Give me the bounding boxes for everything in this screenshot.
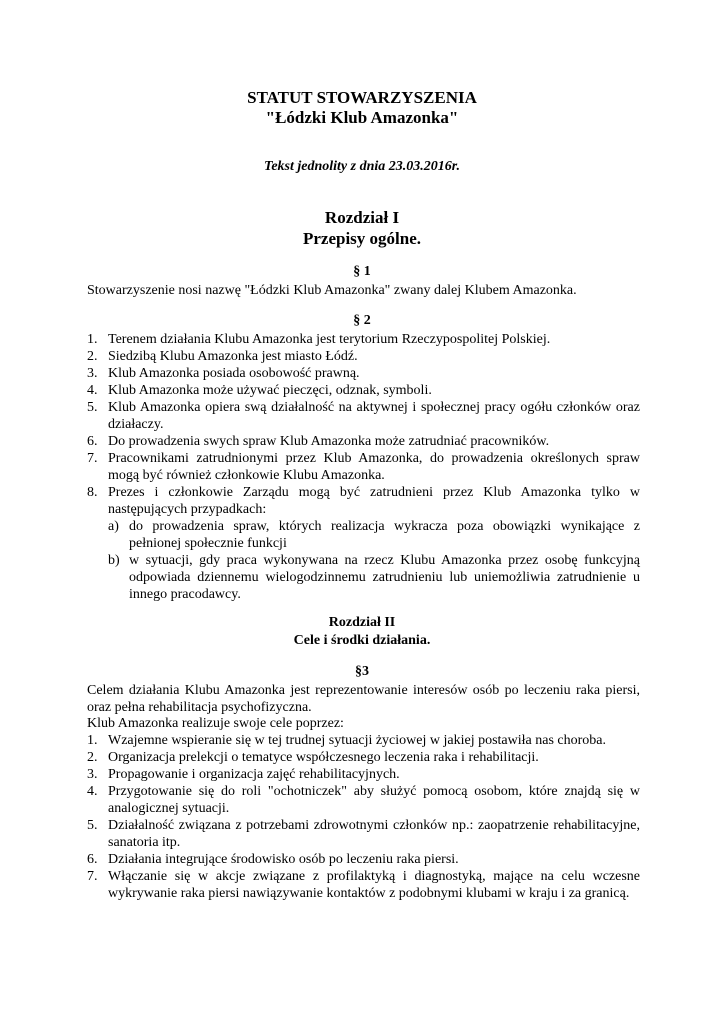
chapter-1-heading: Rozdział I <box>324 208 400 227</box>
list-item-number: 6. <box>87 852 98 867</box>
list-item-text: Terenem działania Klubu Amazonka jest terytorium Rzeczypospolitej Polskiej. <box>108 332 551 347</box>
list-item-number: 2. <box>87 349 98 364</box>
list-item-text: Włączanie się w akcje związane z profilaktyką i diagnostyką, mające na celu wczesne wykrywanie raka piersi nawiązywanie kontaktów z podobnymi klubami w kraju i za granicą. <box>108 869 640 901</box>
title-line-1: STATUT STOWARZYSZENIA <box>247 88 477 107</box>
list-item <box>87 450 640 484</box>
chapter-2-heading: Rozdział II <box>328 615 396 630</box>
list-item-text: Prezes i członkowie Zarządu mogą być zatrudnieni przez Klub Amazonka tylko w następujących przypadkach: <box>108 485 640 517</box>
section-3-intro: Celem działania Klubu Amazonka jest reprezentowanie interesów osób po leczeniu raka piersi, oraz pełna rehabilitacja psychofizyczna. <box>87 683 640 715</box>
section-3-list <box>87 732 640 902</box>
list-item-text: Pracownikami zatrudnionymi przez Klub Amazonka, do prowadzenia określonych spraw mogą być również członkowie Klubu Amazonka. <box>108 451 640 483</box>
list-item-text: Wzajemne wspieranie się w tej trudnej sytuacji życiowej w jakiej postawiła nas choroba. <box>108 733 606 748</box>
list-item <box>87 348 640 365</box>
list-item <box>87 851 640 868</box>
list-item-text: Klub Amazonka opiera swą działalność na aktywnej i społecznej pracy ogółu członków oraz działaczy. <box>108 400 640 432</box>
list-item <box>87 382 640 399</box>
list-item-text: Klub Amazonka posiada osobowość prawną. <box>108 366 360 381</box>
chapter-2-header <box>0 614 724 650</box>
list-item-text: Klub Amazonka może używać pieczęci, odznak, symboli. <box>108 383 432 398</box>
list-item-number: 7. <box>87 869 98 884</box>
sublist-item-letter: a) <box>108 519 119 534</box>
list-item-number: 8. <box>87 485 98 500</box>
chapter-2-name: Cele i środki działania. <box>293 633 431 648</box>
list-item <box>87 365 640 382</box>
chapter-1-header <box>0 207 724 249</box>
document-title <box>0 88 724 128</box>
section-3-sign: §3 <box>355 664 369 679</box>
section-1-sign: § 1 <box>353 264 371 279</box>
list-item <box>87 749 640 766</box>
section-2-list <box>87 331 640 603</box>
section-3-lead: Klub Amazonka realizuje swoje cele poprzez: <box>87 716 344 731</box>
section-1-text: Stowarzyszenie nosi nazwę "Łódzki Klub Amazonka" zwany dalej Klubem Amazonka. <box>87 283 577 298</box>
list-item <box>87 766 640 783</box>
list-item-number: 7. <box>87 451 98 466</box>
list-item-text: Działalność związana z potrzebami zdrowotnymi członków np.: zaopatrzenie rehabilitacyjne, sanatoria itp. <box>108 818 640 850</box>
list-item-text: Do prowadzenia swych spraw Klub Amazonka może zatrudniać pracowników. <box>108 434 550 449</box>
sublist-item <box>108 552 640 603</box>
list-item-number: 5. <box>87 400 98 415</box>
list-item <box>87 783 640 817</box>
list-item-number: 1. <box>87 332 98 347</box>
section-2-sublist <box>108 518 640 603</box>
list-item <box>87 817 640 851</box>
list-item-number: 4. <box>87 784 98 799</box>
list-item <box>87 399 640 433</box>
document-subtitle: Tekst jednolity z dnia 23.03.2016r. <box>264 159 460 174</box>
title-line-2: "Łódzki Klub Amazonka" <box>265 108 459 127</box>
sublist-item <box>108 518 640 552</box>
list-item-number: 4. <box>87 383 98 398</box>
section-2-sign: § 2 <box>353 313 371 328</box>
list-item-number: 5. <box>87 818 98 833</box>
list-item-text: Organizacja prelekcji o tematyce współczesnego leczenia raka i rehabilitacji. <box>108 750 539 765</box>
sublist-item-text: w sytuacji, gdy praca wykonywana na rzecz Klubu Amazonka przez osobę funkcyjną odpowiada dziennemu wielogodzinnemu zatrudnieniu lub uniemożliwia zatrudnienie u innego pracodawcy. <box>129 553 640 602</box>
sublist-item-text: do prowadzenia spraw, których realizacja wykracza poza obowiązki wynikające z pełnionej społecznie funkcji <box>129 519 640 551</box>
list-item <box>87 868 640 902</box>
list-item <box>87 331 640 348</box>
list-item-text: Propagowanie i organizacja zajęć rehabilitacyjnych. <box>108 767 400 782</box>
chapter-1-name: Przepisy ogólne. <box>302 229 422 248</box>
list-item-number: 1. <box>87 733 98 748</box>
list-item-text: Siedzibą Klubu Amazonka jest miasto Łódź. <box>108 349 358 364</box>
list-item <box>87 484 640 603</box>
list-item-text: Działania integrujące środowisko osób po leczeniu raka piersi. <box>108 852 459 867</box>
list-item-number: 2. <box>87 750 98 765</box>
list-item-text: Przygotowanie się do roli "ochotniczek" aby służyć pomocą osobom, które znajdą się w analogicznej sytuacji. <box>108 784 640 816</box>
list-item-number: 3. <box>87 767 98 782</box>
list-item <box>87 433 640 450</box>
list-item-number: 3. <box>87 366 98 381</box>
sublist-item-letter: b) <box>108 553 120 568</box>
list-item <box>87 732 640 749</box>
list-item-number: 6. <box>87 434 98 449</box>
